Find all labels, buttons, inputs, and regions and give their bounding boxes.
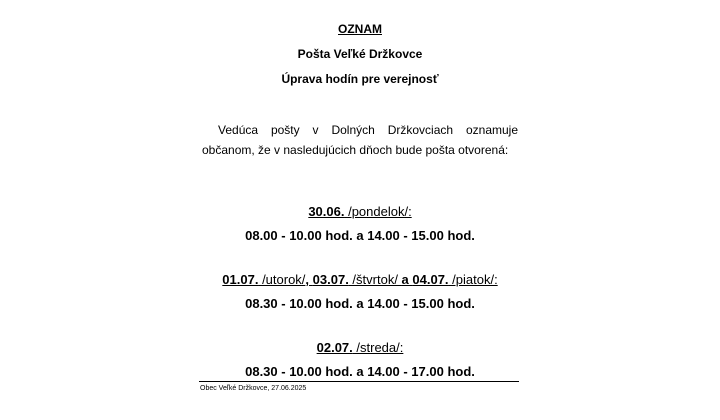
schedule-date: 03.07. — [312, 272, 349, 287]
schedule-date: 02.07. — [316, 340, 353, 355]
footer-signature: Obec Veľké Držkovce, 27.06.2025 — [200, 385, 307, 392]
footer-divider — [199, 381, 519, 382]
schedule-date: 04.07. — [412, 272, 449, 287]
schedule-hours-1: 08.00 - 10.00 hod. a 14.00 - 15.00 hod. — [245, 228, 475, 243]
announcement-paragraph: Vedúca pošty v Dolných Držkovciach oznamuje občanom, že v nasledujúcich dňoch bude pošta otvorená: — [202, 123, 518, 157]
notice-title: OZNAM — [338, 22, 382, 36]
schedule-date: 30.06. — [308, 204, 345, 219]
schedule-separator: a — [401, 272, 413, 287]
schedule-separator: , — [305, 272, 313, 287]
schedule-hours-2: 08.30 - 10.00 hod. a 14.00 - 15.00 hod. — [245, 296, 475, 311]
schedule-date: 01.07. — [222, 272, 259, 287]
schedule-dates-1 — [0, 204, 720, 219]
schedule-day: /streda/: — [352, 340, 404, 355]
schedule-day: /pondelok/: — [344, 204, 412, 219]
schedule-hours-3: 08.30 - 10.00 hod. a 14.00 - 17.00 hod. — [245, 364, 475, 379]
schedule-day: /utorok/ — [258, 272, 306, 287]
schedule-day: /piatok/: — [448, 272, 498, 287]
schedule-dates-2 — [0, 272, 720, 287]
schedule-day: /štvrtok/ — [348, 272, 402, 287]
notice-subject: Úprava hodín pre verejnosť — [281, 72, 439, 86]
post-office-name: Pošta Veľké Držkovce — [297, 47, 423, 61]
schedule-dates-3 — [0, 340, 720, 355]
